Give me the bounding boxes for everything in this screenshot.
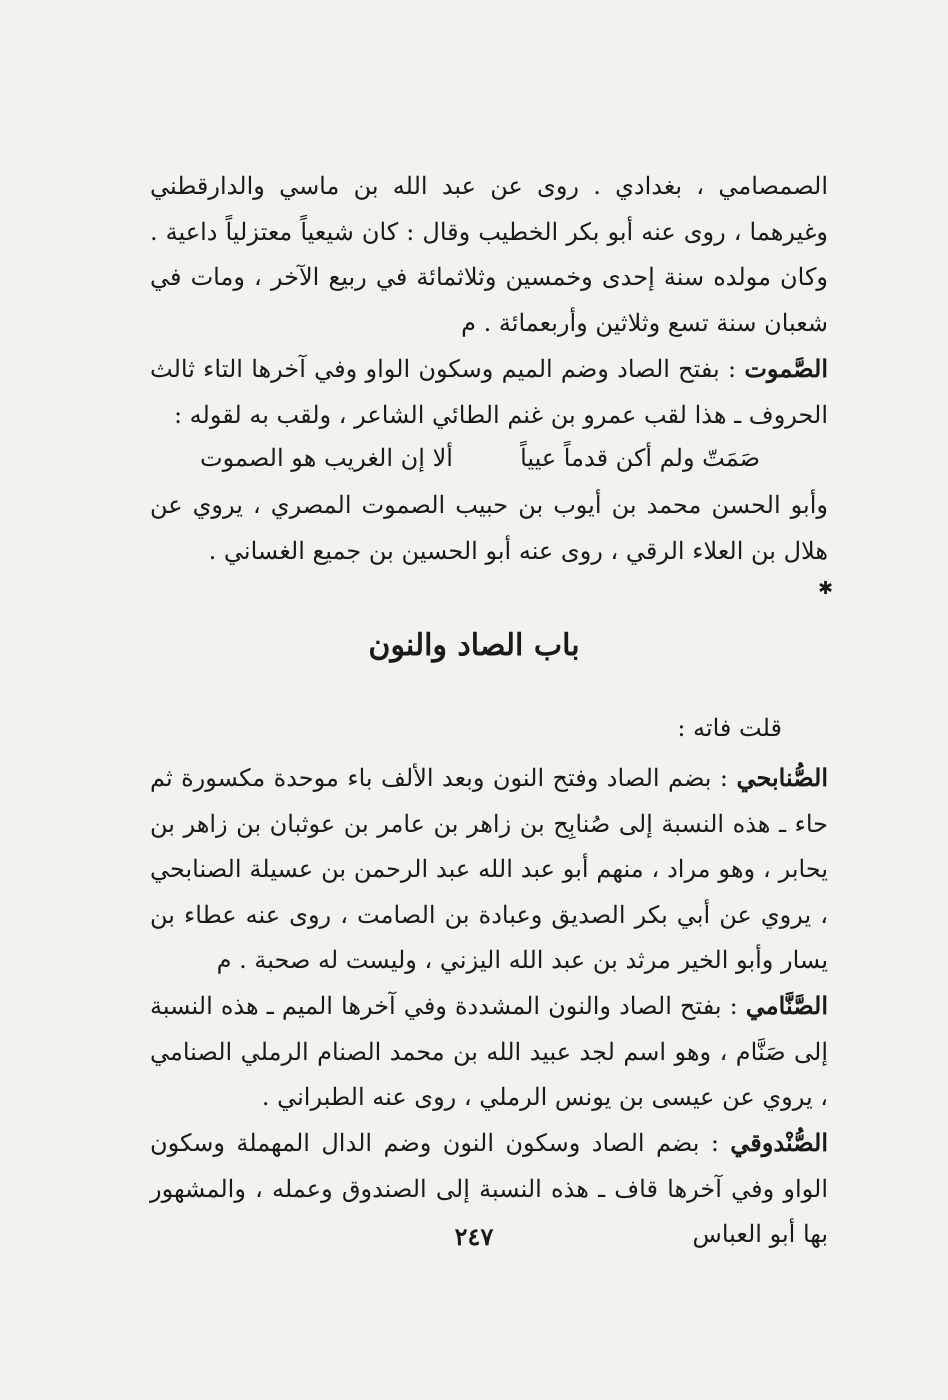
- entry-samut: [150, 346, 828, 438]
- entry-samsami-continuation: [150, 164, 828, 346]
- entry-paragraph: [150, 983, 828, 1121]
- margin-mark: ✱: [818, 578, 834, 599]
- entry-term: الصَّموت: [744, 354, 828, 383]
- page-number: ٢٤٧: [454, 1222, 494, 1251]
- entry-samut-person: [150, 483, 828, 574]
- entry-text: وأبو الحسن محمد بن أيوب بن حبيب الصموت المصري ، يروي عن هلال بن العلاء الرقي ، روى عنه أبو الحسين بن جميع الغساني .: [150, 491, 828, 565]
- entry-text: : بضم الصاد وسكون النون وضم الدال المهملة وسكون الواو وفي آخرها قاف ـ هذه النسبة إلى الصندوق وعمله ، والمشهور بها أبو العباس: [150, 1129, 828, 1248]
- entry-text: : بضم الصاد وفتح النون وبعد الألف باء موحدة مكسورة ثم حاء ـ هذه النسبة إلى صُنابِح بن زاهر بن عامر بن عوثبان بن زاهر بن يحابر ، وهو مراد ، منهم أبو عبد الله عبد الرحمن بن عسيلة الصنابحي ، يروي عن أبي بكر الصديق وعبادة بن الصامت ، روى عنه عطاء بن يسار وأبو الخير مرثد بن عبد الله اليزني ، وليست له صحبة . م: [150, 764, 828, 974]
- entry-term: الصَّنَّامي: [745, 991, 828, 1020]
- entry-text: الصمصامي ، بغدادي . روى عن عبد الله بن ماسي والدارقطني وغيرهما ، روى عنه أبو بكر الخطيب وقال : كان شيعياً معتزلياً داعية . وكان مولده سنة إحدى وخمسين وثلاثمائة في ربيع الآخر ، ومات في شعبان سنة تسع وثلاثين وأربعمائة . م: [150, 172, 828, 337]
- verse-second-hemistich: ألا إن الغريب هو الصموت: [200, 444, 453, 472]
- entry-text: : بفتح الصاد والنون المشددة وفي آخرها الميم ـ هذه النسبة إلى صَنَّام ، وهو اسم لجد عبيد الله بن محمد الصنام الرملي الصنامي ، يروي عن عيسى بن يونس الرملي ، روى عنه الطبراني .: [150, 992, 828, 1111]
- verse-first-hemistich: صَمَتّ ولم أكن قدماً عيياً: [520, 444, 760, 472]
- entry-sunabihi: [150, 755, 828, 984]
- chapter-heading: باب الصاد والنون: [368, 628, 580, 663]
- sub-heading: قلت فاته :: [677, 714, 782, 742]
- entry-text: : بفتح الصاد وضم الميم وسكون الواو وفي آخرها التاء ثالث الحروف ـ هذا لقب عمرو بن غنم الطائي الشاعر ، ولقب به لقوله :: [150, 355, 828, 429]
- entry-term: الصُّنْدوقي: [730, 1128, 828, 1157]
- entry-term: الصُّنابحي: [736, 763, 828, 792]
- entry-sannami: [150, 983, 828, 1121]
- poetry-verse: [200, 436, 760, 481]
- entry-paragraph: [150, 346, 828, 438]
- entry-paragraph: [150, 755, 828, 984]
